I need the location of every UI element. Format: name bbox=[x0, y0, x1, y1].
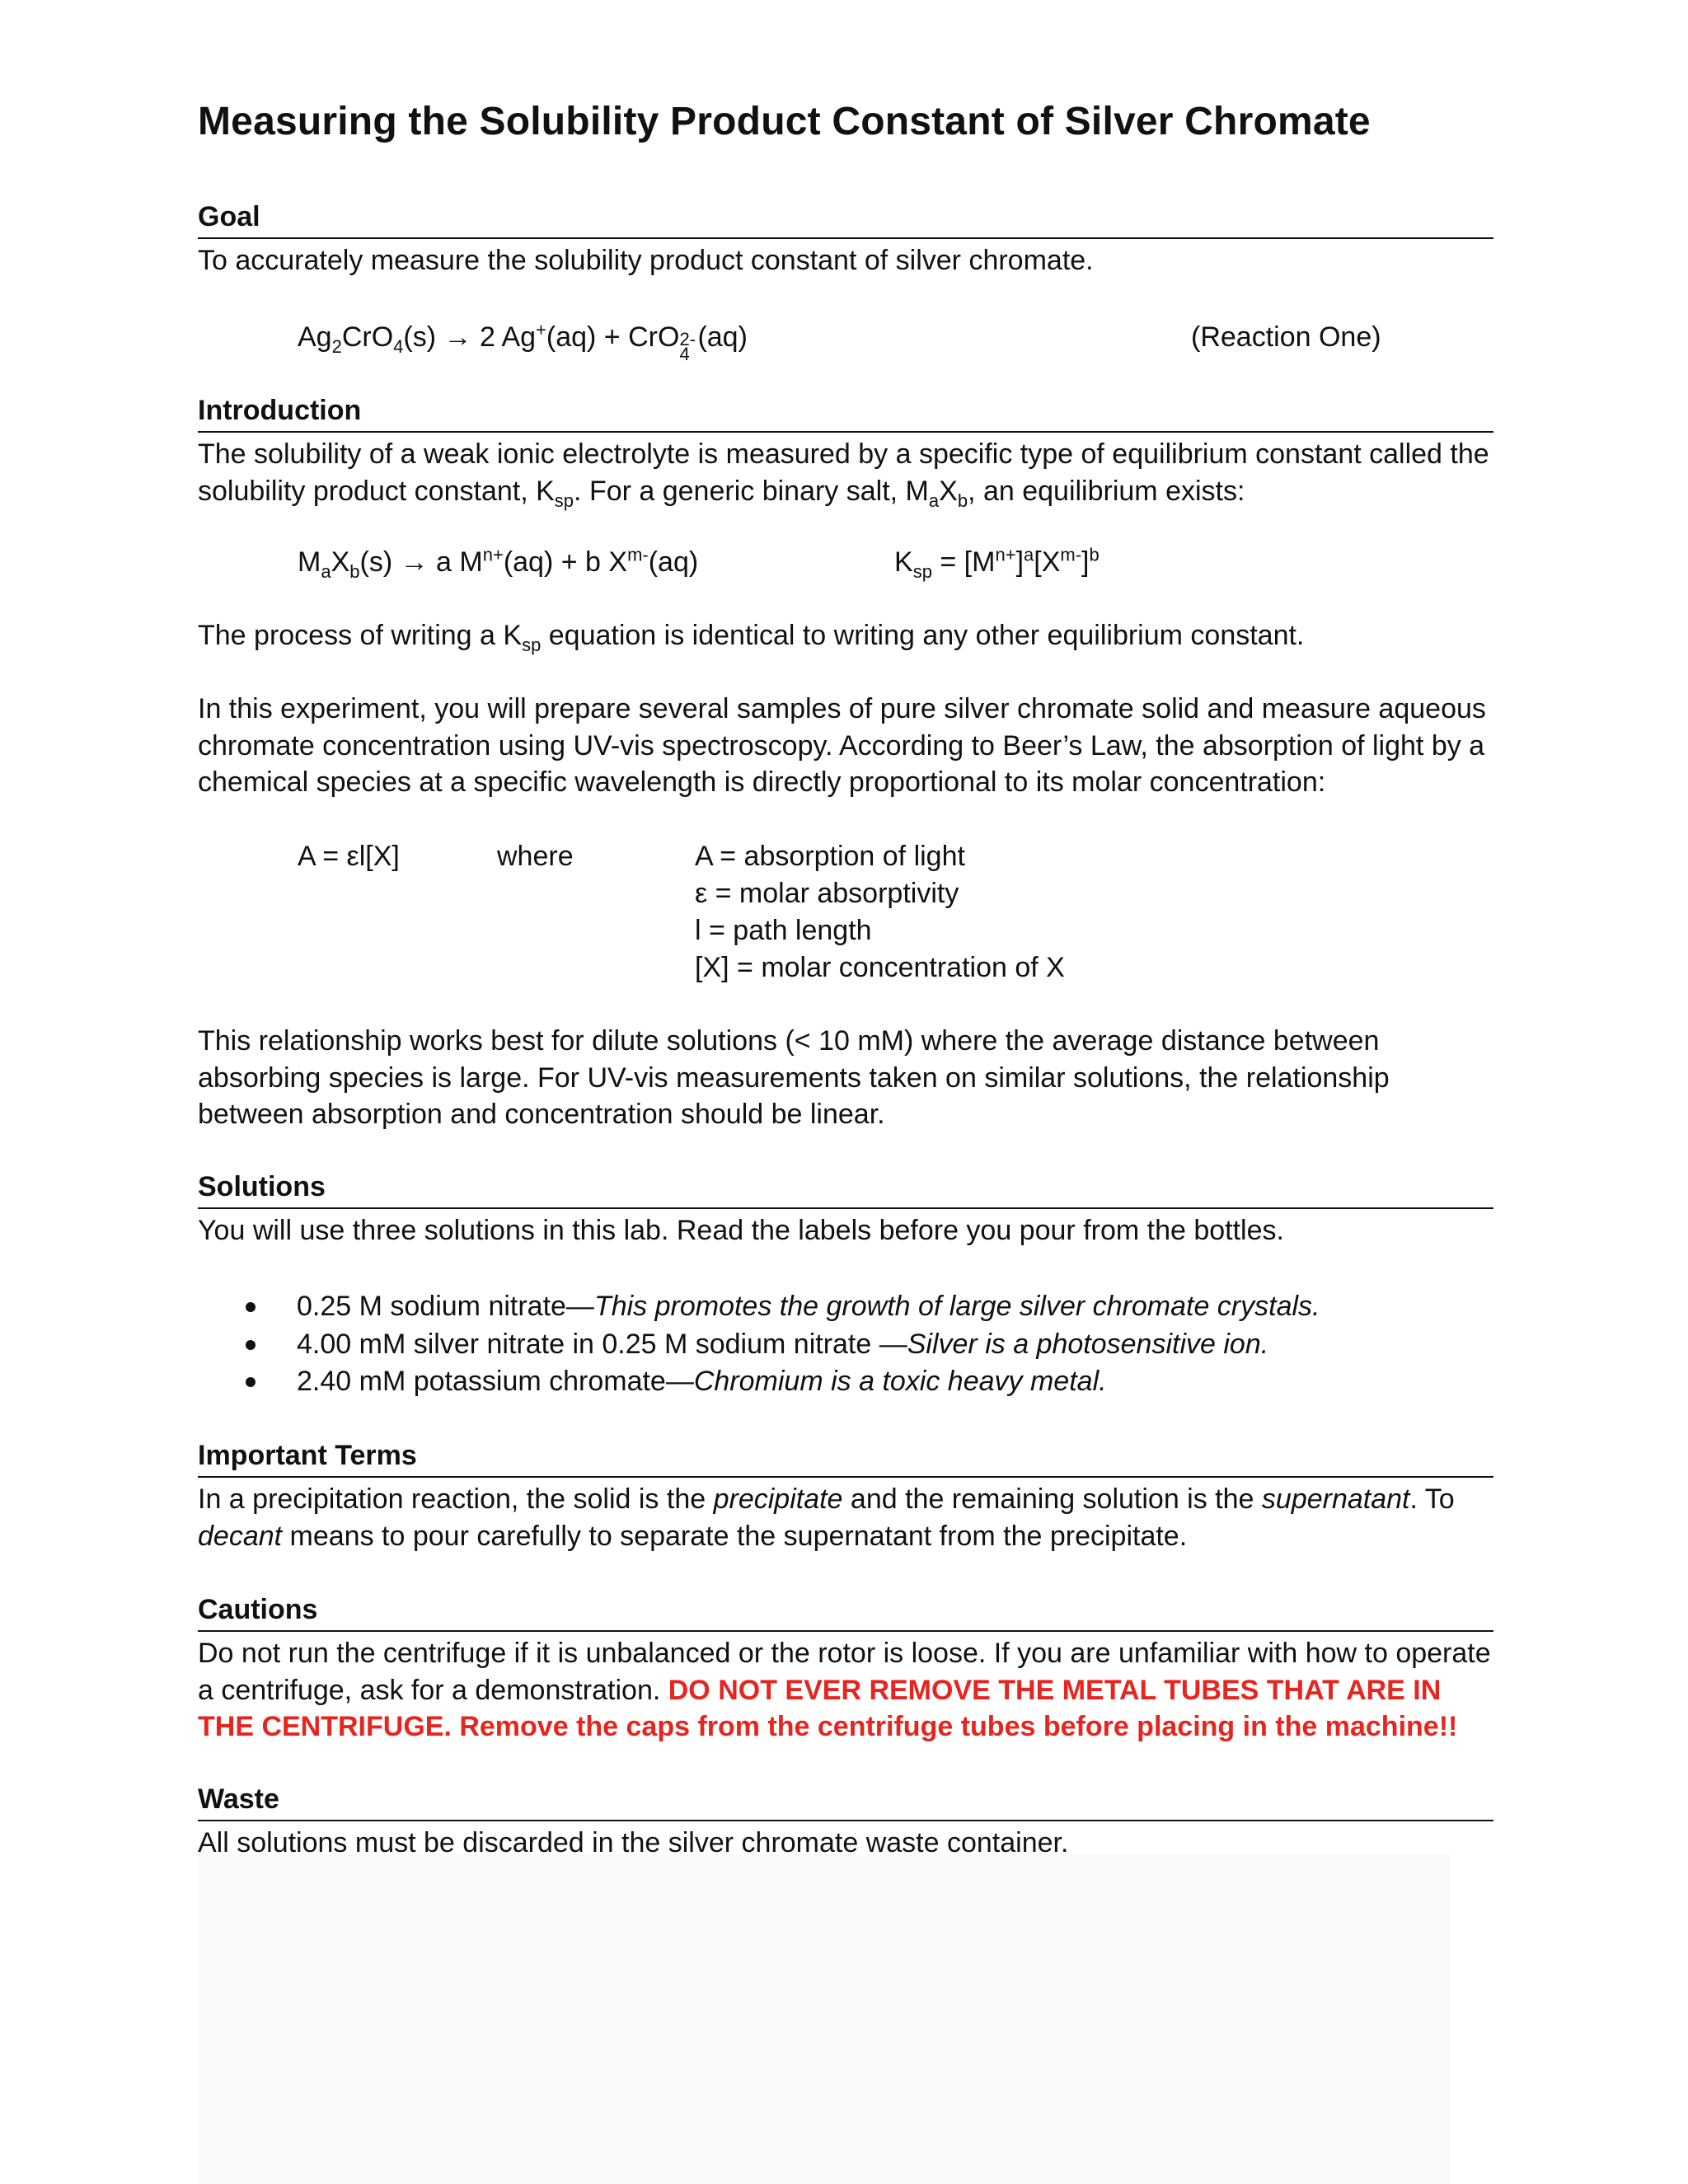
waste-text: All solutions must be discarded in the silver chromate waste container. bbox=[198, 1827, 1069, 1858]
reaction-one-equation: $Ag_2CrO_4(s) \to 2$ Ag+(aq) + CrO 4 2- (aq) bbox=[298, 319, 748, 364]
goal-section bbox=[198, 199, 1493, 279]
bullet-icon bbox=[246, 1377, 256, 1387]
list-item: 2.40 mM potassium chromate—Chromium is a toxic heavy metal. bbox=[198, 1363, 1493, 1401]
definition-item: l = path length bbox=[695, 915, 872, 946]
introduction-paragraph-2: The process of writing a $K_{sp}$ equation is identical to writing any other equilibrium constant. bbox=[198, 620, 1305, 655]
important-terms-text: In a precipitation reaction, the solid is the precipitate and the remaining solution is the supernatant. To decant means to pour carefully to separate the supernatant from the precipitate. bbox=[198, 1483, 1455, 1552]
important-terms-section bbox=[198, 1438, 1493, 1554]
solutions-heading: Solutions bbox=[198, 1169, 1493, 1209]
introduction-paragraph-1: The solubility of a weak ionic electrolyte is measured by a specific type of equilibrium constant called the solubility product constant, $K_{sp}$. For a generic binary salt, $M_aX_b$, an equilibrium exists: bbox=[198, 438, 1489, 511]
bullet-icon bbox=[246, 1302, 256, 1312]
equation-arrow-icon: → bbox=[400, 546, 429, 578]
introduction-heading: Introduction bbox=[198, 393, 1493, 433]
solutions-section bbox=[198, 1169, 1493, 1249]
waste-heading: Waste bbox=[198, 1782, 1493, 1821]
introduction-paragraph-3: In this experiment, you will prepare several samples of pure silver chromate solid and measure aqueous chromate concentration using UV-vis spectroscopy. According to Beer’s Law, the absorption of light by a chemical species at a specific wavelength is directly proportional to its molar concentration: bbox=[198, 693, 1486, 798]
generic-salt-equation: $M_aX_b(s) \to a$ $M^{n+}(aq) + b$ $X^{m-}(aq)$ bbox=[298, 544, 699, 582]
introduction-paragraph-4: This relationship works best for dilute solutions (< 10 mM) where the average distance between absorbing species is large. For UV-vis measurements taken on similar solutions, the relationship between absorption and concentration should be linear. bbox=[198, 1025, 1390, 1130]
page-bottom-shading bbox=[198, 1854, 1451, 2184]
beers-law-equation: A = εl[X] bbox=[298, 841, 400, 872]
centrifuge-warning: DO NOT EVER REMOVE THE METAL TUBES THAT ARE IN THE CENTRIFUGE. Remove the caps from the centrifuge tubes before placing in the machine!! bbox=[198, 1674, 1458, 1742]
important-terms-heading: Important Terms bbox=[198, 1438, 1493, 1478]
cautions-text: Do not run the centrifuge if it is unbalanced or the rotor is loose. If you are unfamiliar with how to operate a centrifuge, ask for a demonstration. DO NOT EVER REMOVE THE METAL TUBES THAT ARE IN THE CENTRIFUGE. Remove the caps from the centrifuge tubes before placing in the machine!! bbox=[198, 1638, 1491, 1742]
goal-text: To accurately measure the solubility product constant of silver chromate. bbox=[198, 245, 1094, 276]
solutions-list bbox=[198, 1288, 1493, 1401]
reaction-arrow-icon: → bbox=[443, 321, 472, 353]
beers-law-definitions bbox=[695, 838, 1065, 987]
list-item: 4.00 mM silver nitrate in 0.25 M sodium nitrate —Silver is a photosensitive ion. bbox=[198, 1326, 1493, 1364]
definition-item: A = absorption of light bbox=[695, 841, 965, 872]
waste-section bbox=[198, 1782, 1493, 1862]
ksp-expression: $K_{sp} = [M^{n+}]^a[X^{m-}]^b$ bbox=[894, 544, 1100, 582]
definition-item: ε = molar absorptivity bbox=[695, 878, 959, 909]
cautions-heading: Cautions bbox=[198, 1592, 1493, 1632]
introduction-section bbox=[198, 393, 1493, 509]
goal-heading: Goal bbox=[198, 199, 1493, 239]
page-title: Measuring the Solubility Product Constant of Silver Chromate bbox=[198, 100, 1371, 143]
bullet-icon bbox=[246, 1340, 256, 1350]
solutions-text: You will use three solutions in this lab. Read the labels before you pour from the bottles. bbox=[198, 1215, 1284, 1246]
reaction-one-label: (Reaction One) bbox=[1191, 321, 1381, 353]
cautions-section bbox=[198, 1592, 1493, 1746]
definition-item: [X] = molar concentration of X bbox=[695, 952, 1065, 983]
list-item: 0.25 M sodium nitrate—This promotes the growth of large silver chromate crystals. bbox=[198, 1288, 1493, 1326]
where-label: where bbox=[497, 841, 574, 872]
